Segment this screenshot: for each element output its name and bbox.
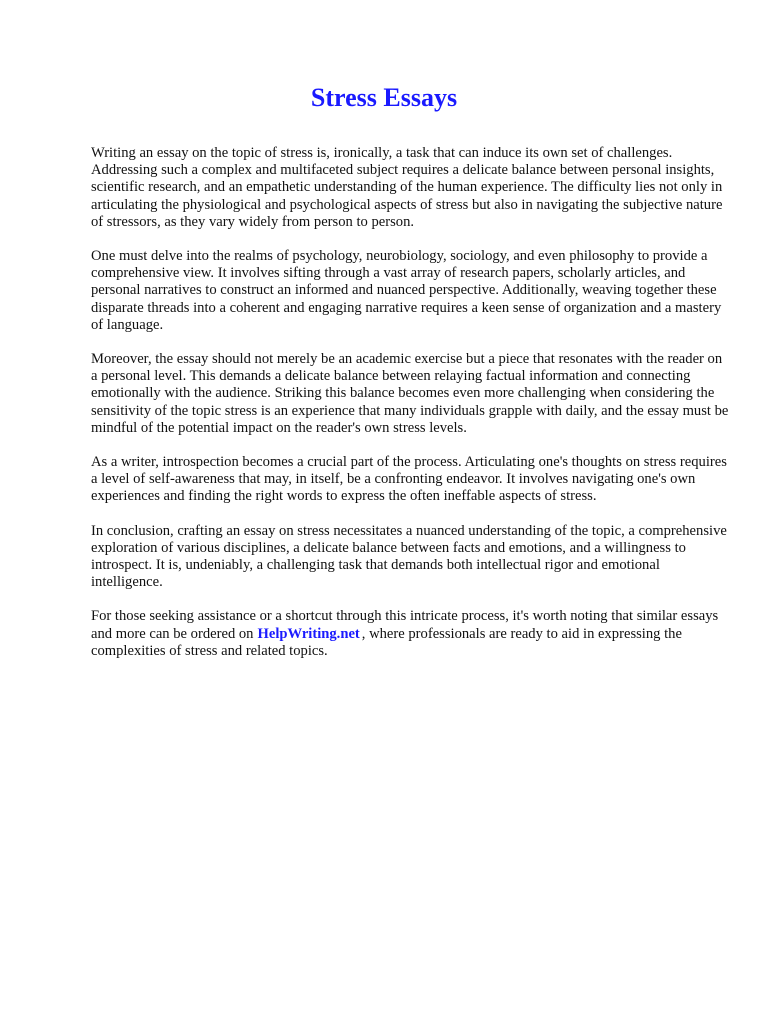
- document-body: [91, 145, 731, 677]
- document-title: Stress Essays: [310, 83, 458, 112]
- assistance-text-after: , where professionals are ready to aid in expressing the complexities of stress and related topics.: [91, 625, 682, 659]
- paragraph-assistance: [91, 608, 731, 660]
- paragraph-disciplines: One must delve into the realms of psychology, neurobiology, sociology, and even philosophy to provide a comprehensive view. It involves sifting through a vast array of research papers, scholarly articles, and personal narratives to construct an informed and nuanced perspective. Additionally, weaving together these disparate threads into a coherent and engaging narrative requires a keen sense of organization and a mastery of language.: [91, 248, 722, 333]
- assistance-text-before: For those seeking assistance or a shortcut through this intricate process, it's worth noting that similar essays and more can be ordered on: [91, 608, 719, 642]
- paragraph-conclusion: In conclusion, crafting an essay on stress necessitates a nuanced understanding of the topic, a comprehensive exploration of various disciplines, a delicate balance between facts and emotions, and a willingness to introspect. It is, undeniably, a challenging task that demands both intellectual rigor and emotional intelligence.: [91, 522, 727, 591]
- paragraph-resonance: Moreover, the essay should not merely be an academic exercise but a piece that resonates with the reader on a personal level. This demands a delicate balance between relaying factual information and connecting emotionally with the audience. Striking this balance becomes even more challenging when considering the sensitivity of the topic stress is an experience that many individuals grapple with daily, and the essay must be mindful of the potential impact on the reader's own stress levels.: [91, 351, 729, 436]
- paragraph-intro: Writing an essay on the topic of stress is, ironically, a task that can induce its own set of challenges. Addressing such a complex and multifaceted subject requires a delicate balance between personal insights, scientific research, and an empathetic understanding of the human experience. The difficulty lies not only in articulating the physiological and psychological aspects of stress but also in navigating the subjective nature of stressors, as they vary widely from person to person.: [91, 145, 723, 230]
- paragraph-introspection: As a writer, introspection becomes a crucial part of the process. Articulating one's thoughts on stress requires a level of self-awareness that may, in itself, be a confronting endeavor. It involves navigating one's own experiences and finding the right words to express the often ineffable aspects of stress.: [91, 454, 727, 505]
- helpwriting-link[interactable]: HelpWriting.net: [257, 625, 360, 642]
